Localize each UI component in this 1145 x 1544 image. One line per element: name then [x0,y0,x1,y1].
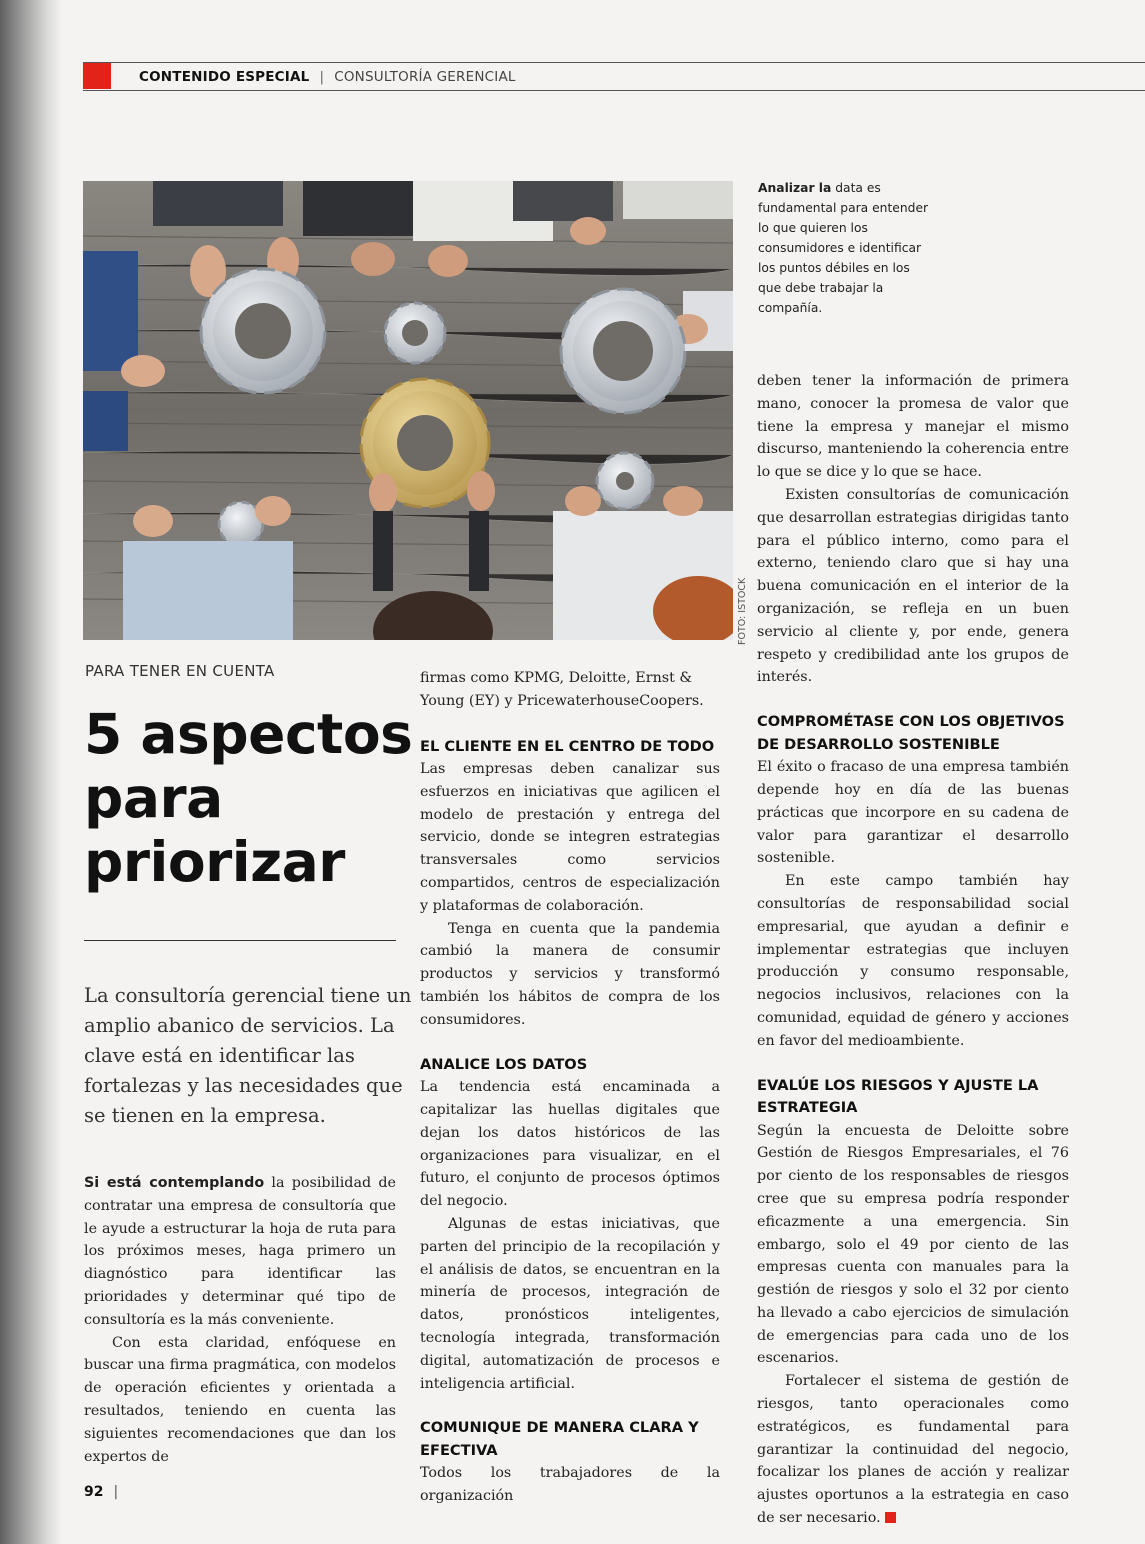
page-number: 92 [84,1484,104,1500]
photo-caption [758,178,933,318]
intro-text: la posibilidad de contratar una empresa de consultoría que le ayude a estructurar la hoja de ruta para los próximos meses, haga primero un diagnóstico para identificar las prioridades y determinar qué tipo de consultoría es la más conveniente. [84,1175,396,1328]
section-2-paragraph-2: Algunas de estas iniciativas, que parten del principio de la recopilación y el análisis de datos, se encuentran en la minería de procesos, integración de datos, pronósticos inteligentes, tecnología integrada, transformación digital, automatización de procesos e inteligencia artificial. [420,1215,720,1392]
section-4-paragraph-2: En este campo también hay consultorías de responsabilidad social empresarial, que ayudan a definir e implementar estrategias que incluyen producción y consumo responsable, negocios inclusivos, relaciones con la comunidad, equidad de género y acciones en favor del medioambiente. [757,873,1069,1049]
photo-credit: FOTO: ISTOCK [737,577,748,645]
folio-separator: | [113,1484,119,1500]
section-4-heading: COMPROMÉTASE CON LOS OBJETIVOS DE DESARROLLO SOSTENIBLE [757,713,1065,753]
article-kicker: PARA TENER EN CUENTA [85,662,275,680]
subsection-name: CONSULTORÍA GERENCIAL [334,69,516,85]
section-5-heading: EVALÚE LOS RIESGOS Y AJUSTE LA ESTRATEGIA [757,1076,1039,1117]
gear-silver-left [201,269,325,393]
intro-paragraph-2: Con esta claridad, enfóquese en buscar una firma pragmática, con modelos de operación eficientes y orientada a resultados, teniendo en cuenta las siguientes recomendaciones que dan los expertos de [84,1334,396,1465]
section-5-paragraph-2 [757,1370,1069,1530]
section-separator: | [319,69,325,85]
section-header [83,62,1145,91]
column-1 [84,1172,396,1468]
section-4-paragraph-1: El éxito o fracaso de una empresa también depende hoy en día de las buenas prácticas que incorpore en su cadena de valor para garantizar el desarrollo sostenible. [757,759,1069,867]
article-photo [83,181,733,640]
section-2-paragraph-1: La tendencia está encaminada a capitalizar las huellas digitales que dejan los datos históricos de las organizaciones para visualizar, en el futuro, el conjunto de procesos óptimos del negocio. [420,1079,720,1210]
section-label [139,69,516,85]
section-3-paragraph-2: Existen consultorías de comunicación que desarrollan estrategias dirigidas tanto para el público interno, como para el externo, teniendo claro que si hay una buena comunicación en el interior de la organización, se refleja en un buen servicio al cliente y, por ende, genera respeto y credibilidad ante los grupos de interés. [757,486,1069,686]
intro-lead: Si está contemplando [84,1175,265,1191]
column-3 [757,370,1069,1530]
intro-paragraph-2-continued: firmas como KPMG, Deloitte, Ernst & Young (EY) y PricewaterhouseCoopers. [420,670,704,709]
section-5-paragraph-2-text: Fortalecer el sistema de gestión de riesgos, tanto operacionales como estratégicos, es fundamental para garantizar la continuidad del negocio, focalizar los planes de acción y realizar ajustes oportunos a la estrategia en caso de ser necesario. [757,1373,1069,1527]
column-2 [420,667,720,1508]
section-1-paragraph-1: Las empresas deben canalizar sus esfuerzos en iniciativas que agilicen el modelo de prestación y entrega del servicio, donde se integren estrategias transversales como servicios compartidos, centros de especialización y plataformas de colaboración. [420,761,720,914]
section-3-paragraph-1-continued: deben tener la información de primera mano, conocer la promesa de valor que tiene la empresa y manejar el mismo discurso, manteniendo la coherencia entre lo que se dice y lo que se hace. [757,373,1069,481]
intro-paragraph [84,1172,396,1332]
section-1-paragraph-2: Tenga en cuenta que la pandemia cambió la manera de consumir productos y servicios y transformó también los hábitos de compra de los consumidores. [420,920,720,1028]
page-folio [84,1484,118,1500]
section-3-heading: COMUNIQUE DE MANERA CLARA Y EFECTIVA [420,1419,699,1459]
title-divider [84,940,396,941]
section-name: CONTENIDO ESPECIAL [139,69,310,85]
page-spine-shadow [0,0,62,1544]
caption-text: data es fundamental para entender lo que quieren los consumidores e identificar los puntos débiles en los que debe trabajar la compañía. [758,181,929,315]
section-3-paragraph-1: Todos los trabajadores de la organización [420,1465,720,1505]
section-5-paragraph-1: Según la encuesta de Deloitte sobre Gestión de Riesgos Empresariales, el 76 por ciento de los responsables de riesgos cree que su empresa podría responder eficazmente a una emergencia. Sin embargo, solo el 49 por ciento de las empresas cuenta con manuales para la gestión de riesgos y solo el 32 por ciento ha llevado a cabo ejercicios de simulación de emergencias para cada uno de los escenarios. [757,1122,1069,1367]
end-of-article-mark [885,1512,896,1523]
section-1-heading: EL CLIENTE EN EL CENTRO DE TODO [420,737,715,755]
caption-lead: Analizar la [758,181,832,195]
article-lede: La consultoría gerencial tiene un amplio abanico de servicios. La clave está en identificar las fortalezas y las necesidades que se tienen en la empresa. [84,984,412,1127]
section-marker [83,63,111,89]
article-title: 5 aspectos para priorizar [84,702,413,894]
section-2-heading: ANALICE LOS DATOS [420,1055,588,1073]
